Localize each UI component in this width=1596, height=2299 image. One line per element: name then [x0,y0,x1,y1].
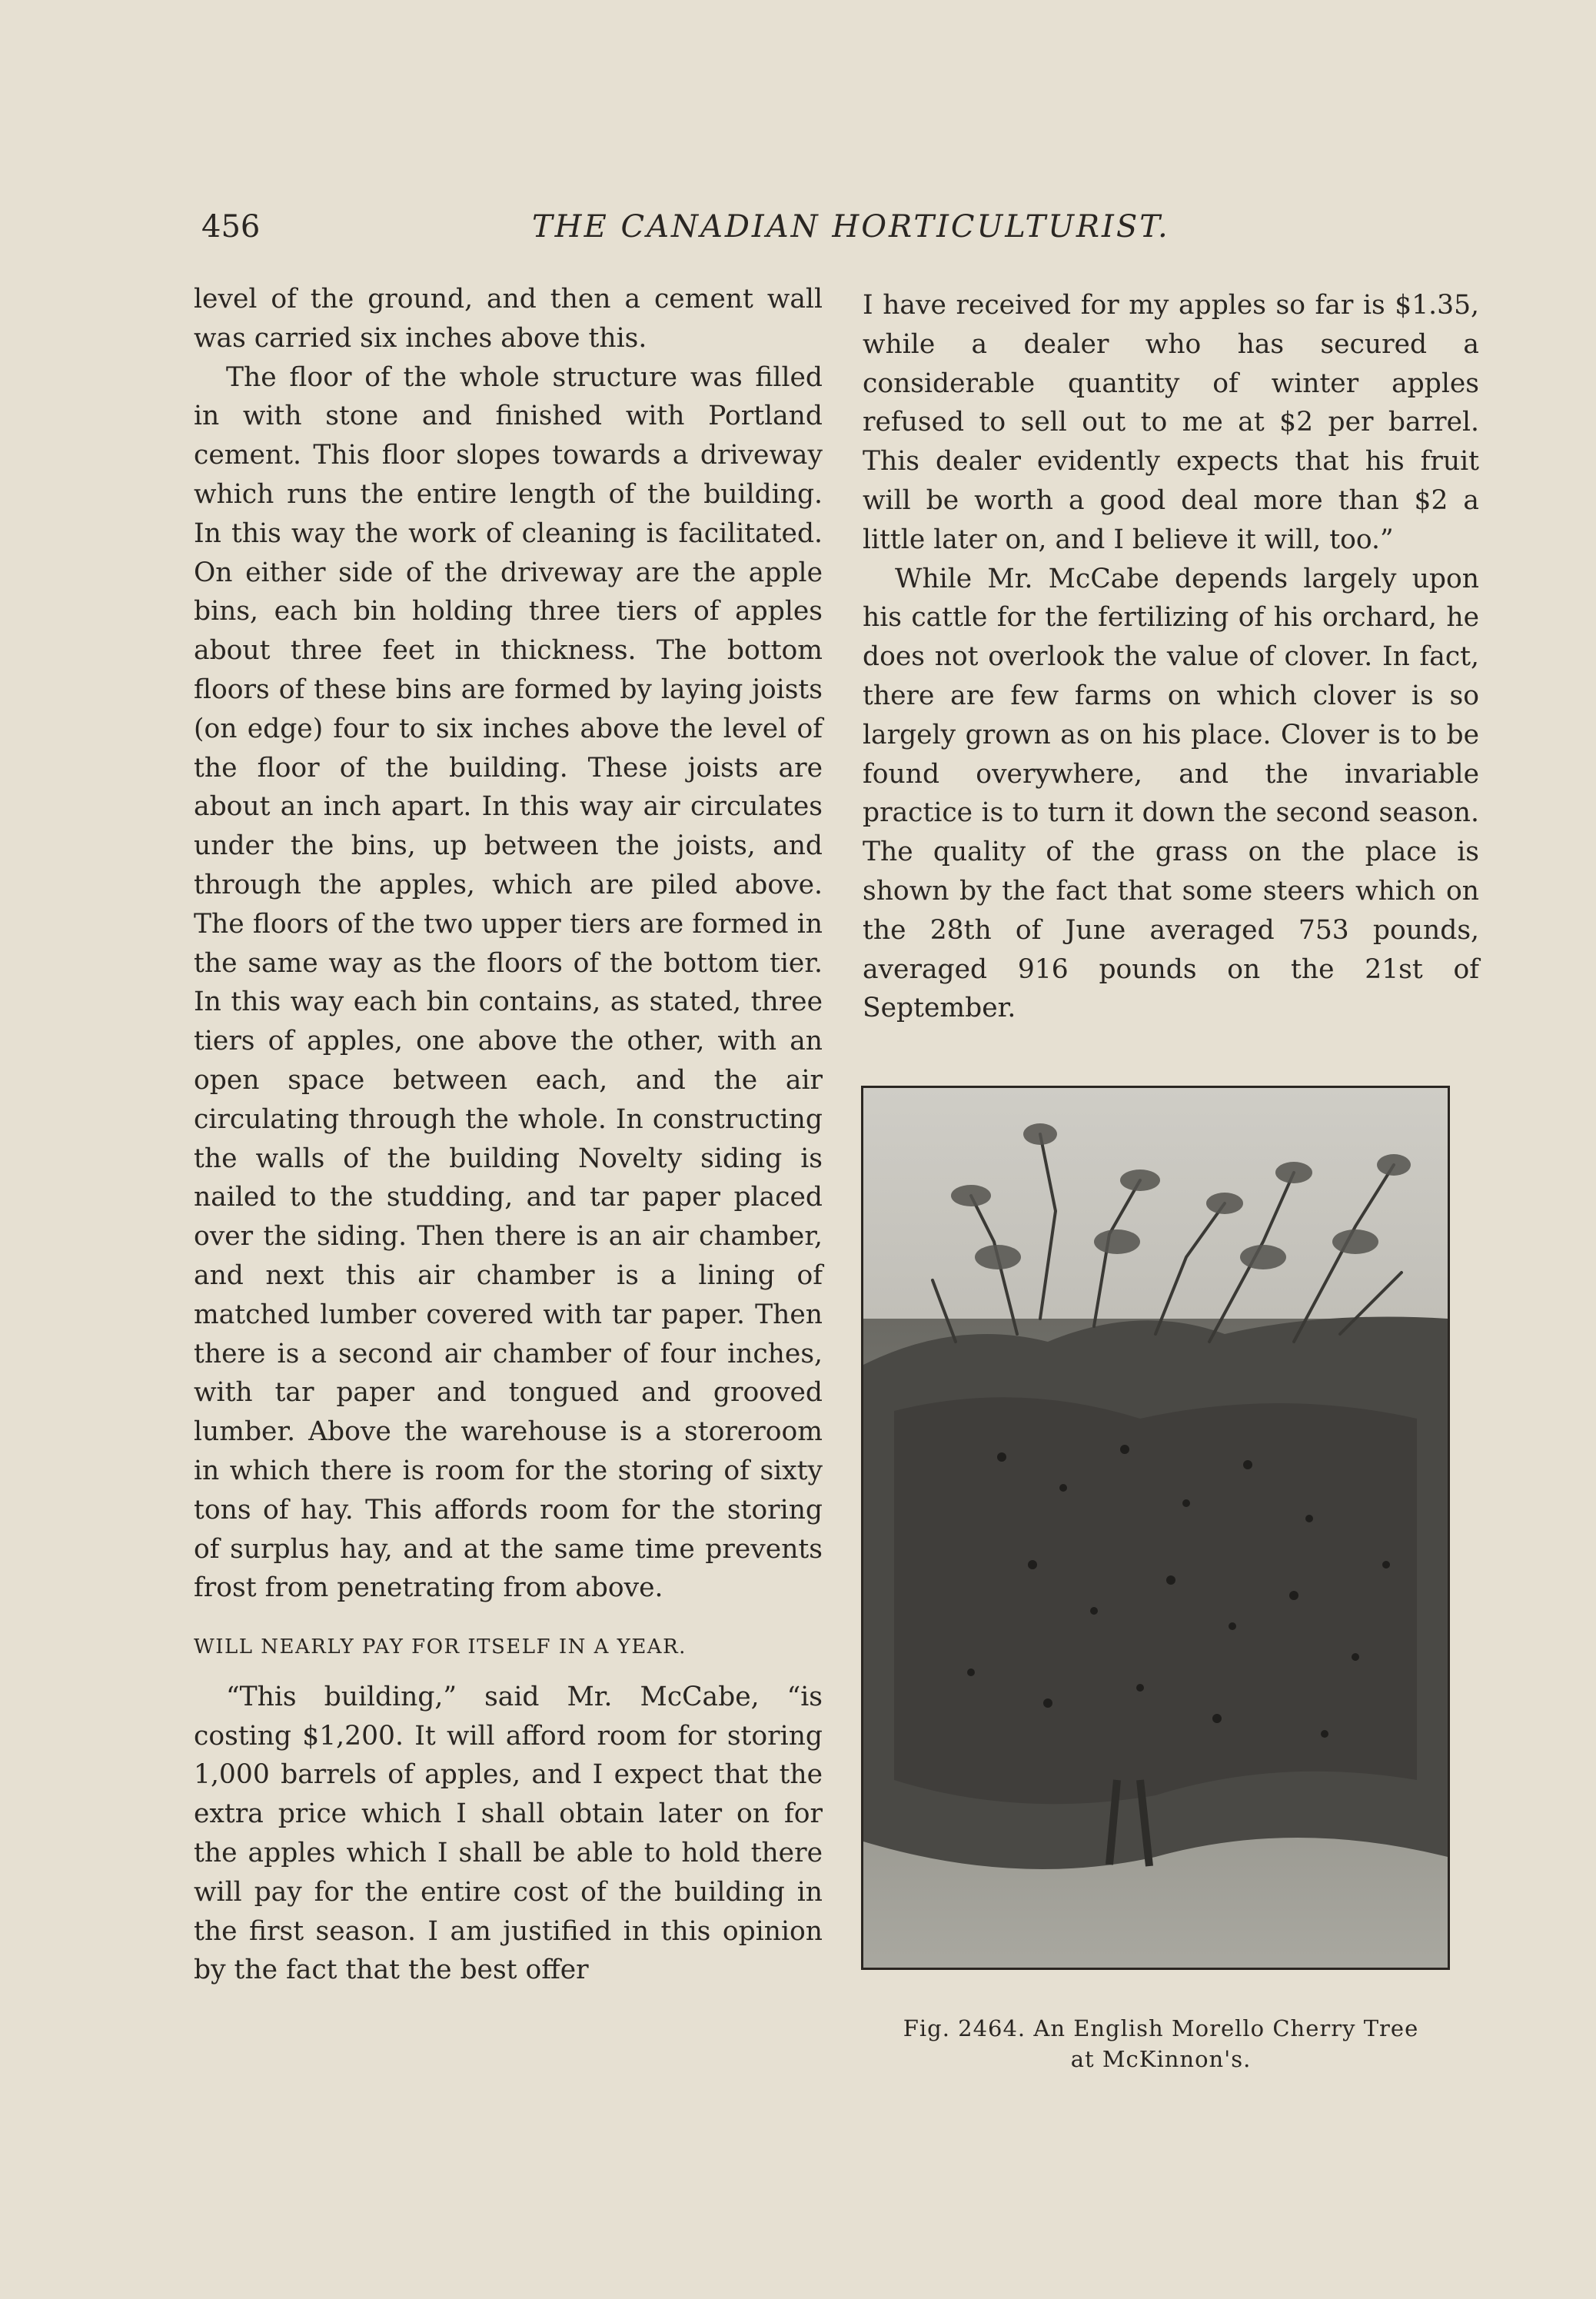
page-number: 456 [201,209,261,245]
paragraph: level of the ground, and then a cement wall was carried six inches above this. [194,284,823,354]
right-column [863,286,1479,1028]
paragraph: While Mr. McCabe depends largely upon his cattle for the fertilizing of his orchard, he does not overlook the value of clover. In fact, there are few farms on which clover is so largely grown as on his place. Clover is to be found overywhere, and the invariable practice is to turn it down the second season. The quality of the grass on the place is shown by the fact that some steers which on the 28th of June averaged 753 pounds, averaged 916 pounds on the 21st of September. [863,563,1479,1024]
paragraph: I have received for my apples so far is $1.35, while a dealer who has secured a considerable quantity of winter apples refused to sell out to me at $2 per barrel. This dealer evidently expects that his fruit will be worth a good deal more than $2 a little later on, and I believe it will, too.” [863,290,1479,555]
caption-line-1: Fig. 2464. An English Morello Cherry Tree [903,2015,1419,2041]
section-subheading: WILL NEARLY PAY FOR ITSELF IN A YEAR. [194,1635,687,1659]
left-column [194,280,823,1990]
cherry-tree-photo [861,1086,1450,1970]
paragraph: The floor of the whole structure was filled in with stone and finished with Portland cement. This floor slopes towards a driveway which runs the entire length of the building. In this way the work of cleaning is facilitated. On either side of the driveway are the apple bins, each bin holding three tiers of apples about three feet in thickness. The bottom floors of these bins are formed by laying joists (on edge) four to six inches above the level of the floor of the building. These joists are about an inch apart. In this way air circulates under the bins, up between the joists, and through the apples, which are piled above. The floors of the two upper tiers are formed in the same way as the floors of the bottom tier. In this way each bin contains, as stated, three tiers of apples, one above the other, with an open space between each, and the air circulating through the whole. In constructing the walls of the building Novelty siding is nailed to the studding, and tar paper placed over the siding. Then there is an air chamber, and next this air chamber is a lining of matched lumber covered with tar paper. Then there is a second air chamber of four inches, with tar paper and tongued and grooved lumber. Above the warehouse is a storeroom in which there is room for the storing of sixty tons of hay. This affords room for the storing of surplus hay, and at the same time prevents frost from penetrating from above. [194,361,823,1604]
paragraph: “This building,” said Mr. McCabe, “is costing $1,200. It will afford room for storing 1,000 barrels of apples, and I expect that the extra price which I shall obtain later on for the apples which I shall be able to hold there will pay for the entire cost of the building in the first season. I am justified in this opinion by the fact that the best offer [194,1681,823,1986]
figure-caption [838,2013,1484,2074]
page-header [201,209,1478,255]
caption-line-2: at McKinnon's. [1070,2046,1252,2072]
running-title: THE CANADIAN HORTICULTURIST. [532,209,1170,245]
photo-illustration [863,1088,1448,1968]
